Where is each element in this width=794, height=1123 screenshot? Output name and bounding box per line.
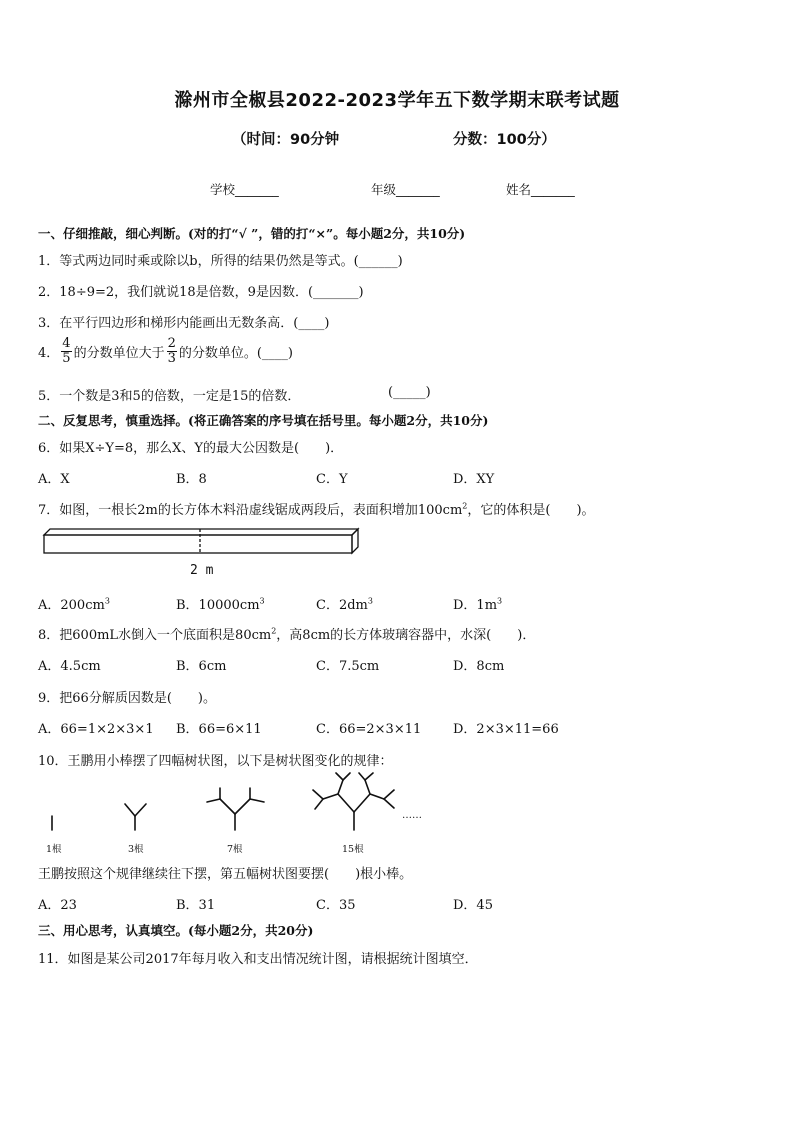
q8-option-c: C．7.5cm [316, 659, 380, 674]
question-6: 6．如果X÷Y=8，那么X、Y的最大公因数是( )． [38, 441, 344, 456]
tree-4-label: 15根 [342, 844, 364, 855]
q7-text-a: 7．如图，一根长2m的长方体木料沿虚线锯成两段后，表面积增加100cm [38, 503, 463, 518]
q8-text-b: ，高8cm的长方体玻璃容器中，水深( )． [276, 628, 536, 643]
frac2-denominator: 3 [167, 351, 176, 366]
frac1-numerator: 4 [62, 336, 71, 351]
q6-option-d: D．XY [453, 472, 495, 487]
exam-score: 分数：100分） [453, 132, 556, 148]
frac1-denominator: 5 [62, 351, 71, 366]
tree-1-label: 1根 [46, 844, 62, 855]
q8-option-b: B．6cm [176, 659, 227, 674]
frac2-numerator: 2 [167, 336, 176, 351]
q7-option-c-sup: 3 [367, 596, 373, 606]
q7-sup: 2 [462, 501, 468, 511]
section-3-heading: 三、用心思考，认真填空。(每小题2分，共20分) [38, 923, 314, 938]
tree-3-label: 7根 [227, 844, 243, 855]
question-3: 3．在平行四边形和梯形内能画出无数条高．(____) [38, 316, 330, 331]
q10-option-c: C．35 [316, 898, 356, 913]
question-11: 11．如图是某公司2017年每月收入和支出情况统计图，请根据统计图填空． [38, 952, 478, 967]
q8-option-d: D．8cm [453, 659, 505, 674]
question-2: 2．18÷9=2，我们就说18是倍数，9是因数．(_______) [38, 285, 364, 300]
q10-option-d: D．45 [453, 898, 493, 913]
tree-ellipsis: …… [402, 810, 422, 821]
tree-2-label: 3根 [128, 844, 144, 855]
q6-option-a: A．X [38, 472, 70, 487]
question-5: 5．一个数是3和5的倍数，一定是15的倍数． [38, 389, 301, 404]
q7-option-d-text: D．1m [453, 598, 498, 613]
q8-text-a: 8．把600mL水倒入一个底面积是80cm [38, 628, 272, 643]
fraction-2-3 [167, 337, 177, 366]
fraction-4-5 [61, 337, 71, 366]
q7-option-c [316, 594, 373, 613]
question-10-followup: 王鹏按照这个规律继续往下摆，第五幅树状图要摆( )根小棒。 [38, 867, 413, 882]
school-field: 学校_______ [210, 182, 279, 197]
q9-option-c: C．66=2×3×11 [316, 722, 422, 737]
q4-suffix: 的分数单位。(____) [178, 346, 294, 361]
q7-option-d-sup: 3 [497, 596, 503, 606]
section-1-heading: 一、仔细推敲，细心判断。(对的打“√ ”，错的打“×”。每小题2分，共10分) [38, 226, 466, 241]
question-9: 9．把66分解质因数是( )。 [38, 691, 216, 706]
q9-option-a: A．66=1×2×3×1 [38, 722, 154, 737]
q10-option-b: B．31 [176, 898, 216, 913]
question-10: 10．王鹏用小棒摆了四幅树状图，以下是树状图变化的规律： [38, 754, 393, 769]
question-4 [38, 337, 293, 366]
question-1: 1．等式两边同时乘或除以b，所得的结果仍然是等式。(______) [38, 254, 403, 269]
q8-sup: 2 [271, 626, 277, 636]
q7-option-a [38, 594, 110, 613]
q4-prefix: 4． [38, 346, 60, 361]
q10-option-a: A．23 [38, 898, 77, 913]
grade-field: 年级_______ [371, 182, 440, 197]
q7-text-b: ，它的体积是( )。 [467, 503, 595, 518]
wood-beam-figure [40, 525, 360, 559]
section-2-heading: 二、反复思考，慎重选择。(将正确答案的序号填在括号里。每小题2分，共10分) [38, 413, 489, 428]
q7-option-a-sup: 3 [104, 596, 110, 606]
beam-length-label: 2 m [190, 563, 214, 578]
exam-time: （时间：90分钟 [232, 132, 340, 148]
name-field: 姓名_______ [506, 182, 575, 197]
page-title: 滁州市全椒县2022-2023学年五下数学期末联考试题 [174, 90, 620, 111]
q7-option-a-text: A．200cm [38, 598, 105, 613]
question-5-blank: (_____) [388, 385, 431, 400]
question-7 [38, 499, 595, 518]
q7-option-c-text: C．2dm [316, 598, 368, 613]
q7-option-b [176, 594, 265, 613]
question-8 [38, 624, 535, 643]
q6-option-b: B．8 [176, 472, 207, 487]
q9-option-d: D．2×3×11=66 [453, 722, 559, 737]
q6-option-c: C．Y [316, 472, 348, 487]
q7-option-b-text: B．10000cm [176, 598, 260, 613]
q8-option-a: A．4.5cm [38, 659, 101, 674]
q7-option-d [453, 594, 502, 613]
q7-option-b-sup: 3 [259, 596, 265, 606]
q9-option-b: B．66=6×11 [176, 722, 262, 737]
q4-middle: 的分数单位大于 [73, 346, 165, 361]
